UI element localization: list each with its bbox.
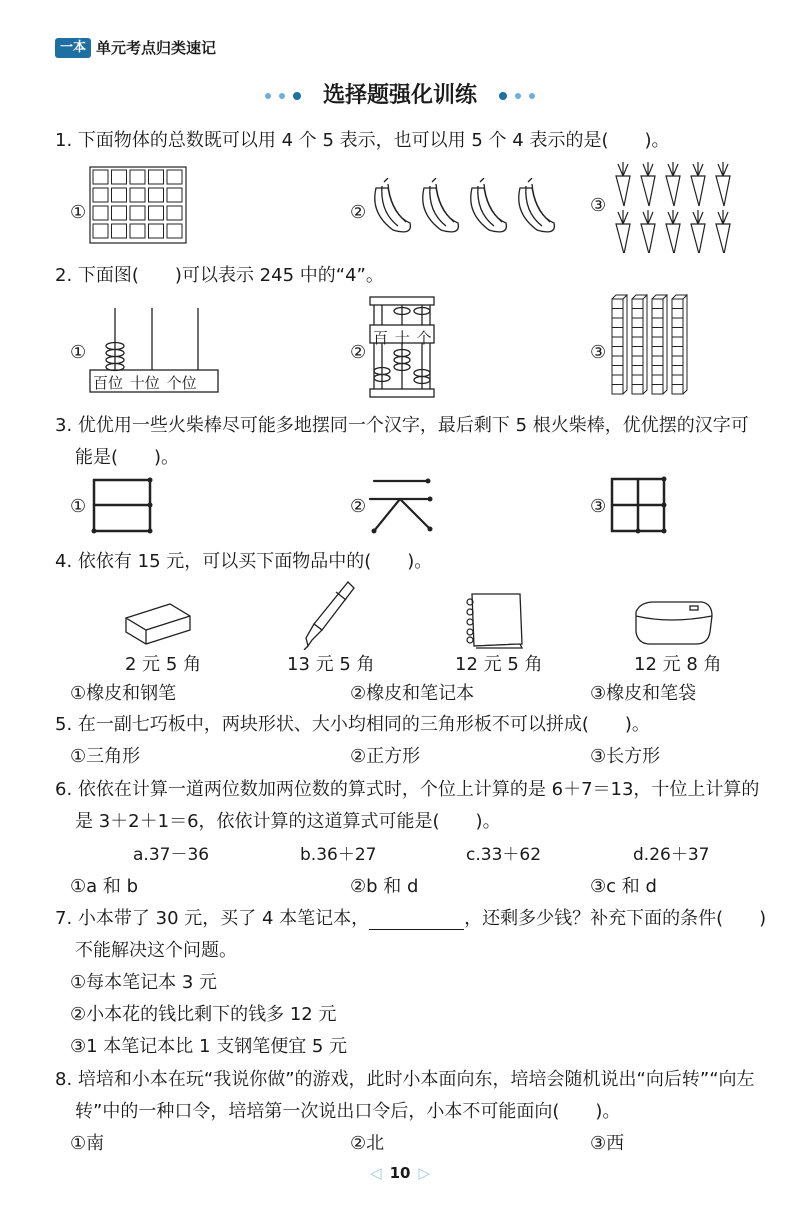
formula-c: c.33＋62	[466, 845, 542, 865]
q8-choice-1: ①南	[70, 1133, 105, 1154]
unit-cube	[652, 299, 663, 309]
q7-choice-2: ②小本花的钱比剩下的钱多 12 元	[70, 1004, 337, 1025]
q8-choice-2: ②北	[350, 1133, 385, 1154]
grid-square	[149, 224, 164, 238]
unit-cube	[652, 375, 663, 385]
q3-option-1-label: ①	[70, 496, 87, 517]
abacus-1-labels	[93, 372, 197, 393]
unit-cube	[652, 337, 663, 347]
eraser-price: 2 元 5 角	[125, 654, 202, 675]
cube-tower-side	[672, 295, 687, 394]
question-8-stem-line-2: 转”中的一种口令，培培第一次说出口令后，小本不可能面向( )。	[75, 1101, 621, 1122]
unit-cube	[612, 337, 623, 347]
unit-cube	[612, 318, 623, 328]
carrot-leaves	[693, 162, 703, 176]
grid-square	[130, 206, 145, 220]
q8-choice-3: ③西	[590, 1133, 625, 1154]
question-8-stem-line-1: 8. 培培和小本在玩“我说你做”的游戏，此时小本面向东，培培会随机说出“向后转”“向左	[55, 1069, 755, 1090]
brand-badge: 一本	[55, 38, 91, 58]
unit-cube	[672, 337, 683, 347]
bananas-figure	[368, 178, 568, 238]
grid-square	[112, 206, 127, 220]
notebook-icon	[460, 590, 526, 650]
grid-square	[112, 188, 127, 202]
unit-cube	[652, 385, 663, 395]
abacus-2-label: 百 十 个	[373, 329, 433, 347]
grid-square	[149, 170, 164, 184]
grid-square	[112, 170, 127, 184]
unit-cube	[632, 375, 643, 385]
q6-choice-2: ②b 和 d	[350, 876, 419, 897]
unit-cube	[652, 318, 663, 328]
pen-price: 13 元 5 角	[287, 654, 375, 675]
grid-square	[149, 188, 164, 202]
formula-a: a.37－36	[133, 845, 210, 865]
grid-square	[93, 188, 108, 202]
matchstick-figure-3	[608, 475, 670, 537]
tens-label: 十位	[129, 374, 160, 392]
q3-option-2-label: ②	[350, 496, 367, 517]
grid-squares-figure	[88, 165, 188, 245]
carrot	[666, 224, 680, 253]
unit-cube	[612, 347, 623, 357]
carrots-figure	[608, 158, 738, 253]
unit-cube	[672, 309, 683, 319]
unit-cube	[652, 309, 663, 319]
unit-cube	[672, 356, 683, 366]
carrot	[716, 224, 730, 253]
carrot-leaves	[643, 162, 653, 176]
page-number-value: 10	[389, 1164, 411, 1182]
unit-cube	[632, 347, 643, 357]
q1-option-3-label: ③	[590, 195, 607, 216]
unit-cube	[612, 356, 623, 366]
section-header: 单元考点归类速记	[96, 39, 217, 57]
q6-choice-1: ①a 和 b	[70, 876, 139, 897]
unit-cube	[672, 299, 683, 309]
eraser-icon	[122, 598, 194, 648]
unit-cube	[672, 366, 683, 376]
unit-cube	[652, 347, 663, 357]
q2-option-1-label: ①	[70, 342, 87, 363]
cubes-figure	[608, 293, 693, 398]
ones-label: 个位	[166, 374, 197, 392]
unit-cube	[632, 337, 643, 347]
grid-square	[167, 188, 182, 202]
grid-square	[130, 170, 145, 184]
question-4-stem: 4. 依依有 15 元，可以买下面物品中的( )。	[55, 551, 433, 572]
grid-square	[93, 224, 108, 238]
unit-cube	[632, 385, 643, 395]
hundreds-label: 百位	[93, 374, 124, 392]
q7-stem-part-1: 7. 小本带了 30 元，买了 4 本笔记本，	[55, 908, 370, 929]
unit-cube	[612, 366, 623, 376]
q1-option-2-label: ②	[350, 202, 367, 223]
question-6-stem-line-2: 是 3＋2＋1＝6，依依计算的这道算式可能是( )。	[75, 811, 501, 832]
q2-option-3-label: ③	[590, 342, 607, 363]
grid-square	[93, 170, 108, 184]
grid-square	[130, 188, 145, 202]
q5-choice-1: ①三角形	[70, 746, 141, 767]
unit-cube	[672, 318, 683, 328]
q7-stem-part-2: ，还剩多少钱？补充下面的条件( )	[464, 908, 767, 929]
unit-cube	[612, 328, 623, 338]
formula-d: d.26＋37	[633, 845, 710, 865]
unit-cube	[632, 309, 643, 319]
q1-option-1-label: ①	[70, 202, 87, 223]
matchstick-figure-2	[368, 475, 438, 537]
carrot	[666, 176, 680, 206]
carrot-leaves	[718, 210, 728, 224]
grid-square	[93, 206, 108, 220]
carrot	[691, 224, 705, 253]
q7-blank[interactable]	[369, 911, 464, 930]
carrot-leaves	[618, 162, 628, 176]
page-number: ◁ 10 ▷	[370, 1164, 430, 1182]
unit-cube	[632, 328, 643, 338]
unit-cube	[632, 299, 643, 309]
carrot	[691, 176, 705, 206]
unit-cube	[612, 375, 623, 385]
question-2-stem: 2. 下面图( )可以表示 245 中的“4”。	[55, 265, 384, 286]
q4-choice-2: ②橡皮和笔记本	[350, 683, 475, 704]
q7-choice-1: ①每本笔记本 3 元	[70, 972, 218, 993]
fountain-pen-icon	[300, 578, 356, 650]
cube-tower-side	[612, 295, 627, 394]
unit-cube	[672, 328, 683, 338]
q6-choice-3: ③c 和 d	[590, 876, 657, 897]
question-7-stem-line-1	[55, 908, 766, 930]
q7-choice-3: ③1 本笔记本比 1 支钢笔便宜 5 元	[70, 1036, 348, 1057]
unit-cube	[612, 309, 623, 319]
formula-b: b.36＋27	[300, 845, 377, 865]
q4-choice-1: ①橡皮和钢笔	[70, 683, 177, 704]
q5-choice-2: ②正方形	[350, 746, 421, 767]
question-3-stem-line-2: 能是( )。	[75, 447, 180, 468]
unit-cube	[672, 385, 683, 395]
carrot-leaves	[618, 210, 628, 224]
carrot-leaves	[668, 210, 678, 224]
question-6-stem-line-1: 6. 依依在计算一道两位数加两位数的算式时，个位上计算的是 6＋7＝13，十位上计算的	[55, 779, 760, 800]
question-7-stem-line-2: 不能解决这个问题。	[75, 940, 237, 961]
grid-square	[130, 224, 145, 238]
carrot	[616, 224, 630, 253]
unit-cube	[652, 328, 663, 338]
unit-cube	[612, 299, 623, 309]
grid-square	[112, 224, 127, 238]
cube-tower-side	[632, 295, 647, 394]
notebook-price: 12 元 5 角	[455, 654, 543, 675]
q4-choice-3: ③橡皮和笔袋	[590, 683, 697, 704]
page-title-text: 选择题强化训练	[322, 83, 477, 108]
unit-cube	[632, 366, 643, 376]
unit-cube	[672, 375, 683, 385]
grid-square	[167, 224, 182, 238]
cube-tower-side	[652, 295, 667, 394]
question-5-stem: 5. 在一副七巧板中，两块形状、大小均相同的三角形板不可以拼成( )。	[55, 714, 650, 735]
unit-cube	[612, 385, 623, 395]
grid-square	[149, 206, 164, 220]
question-3-stem-line-1: 3. 优优用一些火柴棒尽可能多地摆同一个汉字，最后剩下 5 根火柴棒，优优摆的汉字可	[55, 415, 749, 436]
question-1-stem: 1. 下面物体的总数既可以用 4 个 5 表示，也可以用 5 个 4 表示的是( )。	[55, 130, 670, 151]
pencil-case-price: 12 元 8 角	[634, 654, 722, 675]
grid-square	[167, 206, 182, 220]
q2-option-2-label: ②	[350, 342, 367, 363]
unit-cube	[652, 356, 663, 366]
carrot	[616, 176, 630, 206]
unit-cube	[672, 347, 683, 357]
unit-cube	[652, 366, 663, 376]
carrot	[641, 224, 655, 253]
page-title	[0, 78, 800, 109]
carrot-leaves	[718, 162, 728, 176]
q5-choice-3: ③长方形	[590, 746, 661, 767]
matchstick-figure-1	[88, 475, 158, 537]
q3-option-3-label: ③	[590, 496, 607, 517]
unit-cube	[632, 318, 643, 328]
carrot-leaves	[693, 210, 703, 224]
carrot	[641, 176, 655, 206]
pencil-case-icon	[630, 598, 716, 648]
grid-square	[167, 170, 182, 184]
carrot-leaves	[643, 210, 653, 224]
unit-cube	[632, 356, 643, 366]
carrot-leaves	[668, 162, 678, 176]
carrot	[716, 176, 730, 206]
